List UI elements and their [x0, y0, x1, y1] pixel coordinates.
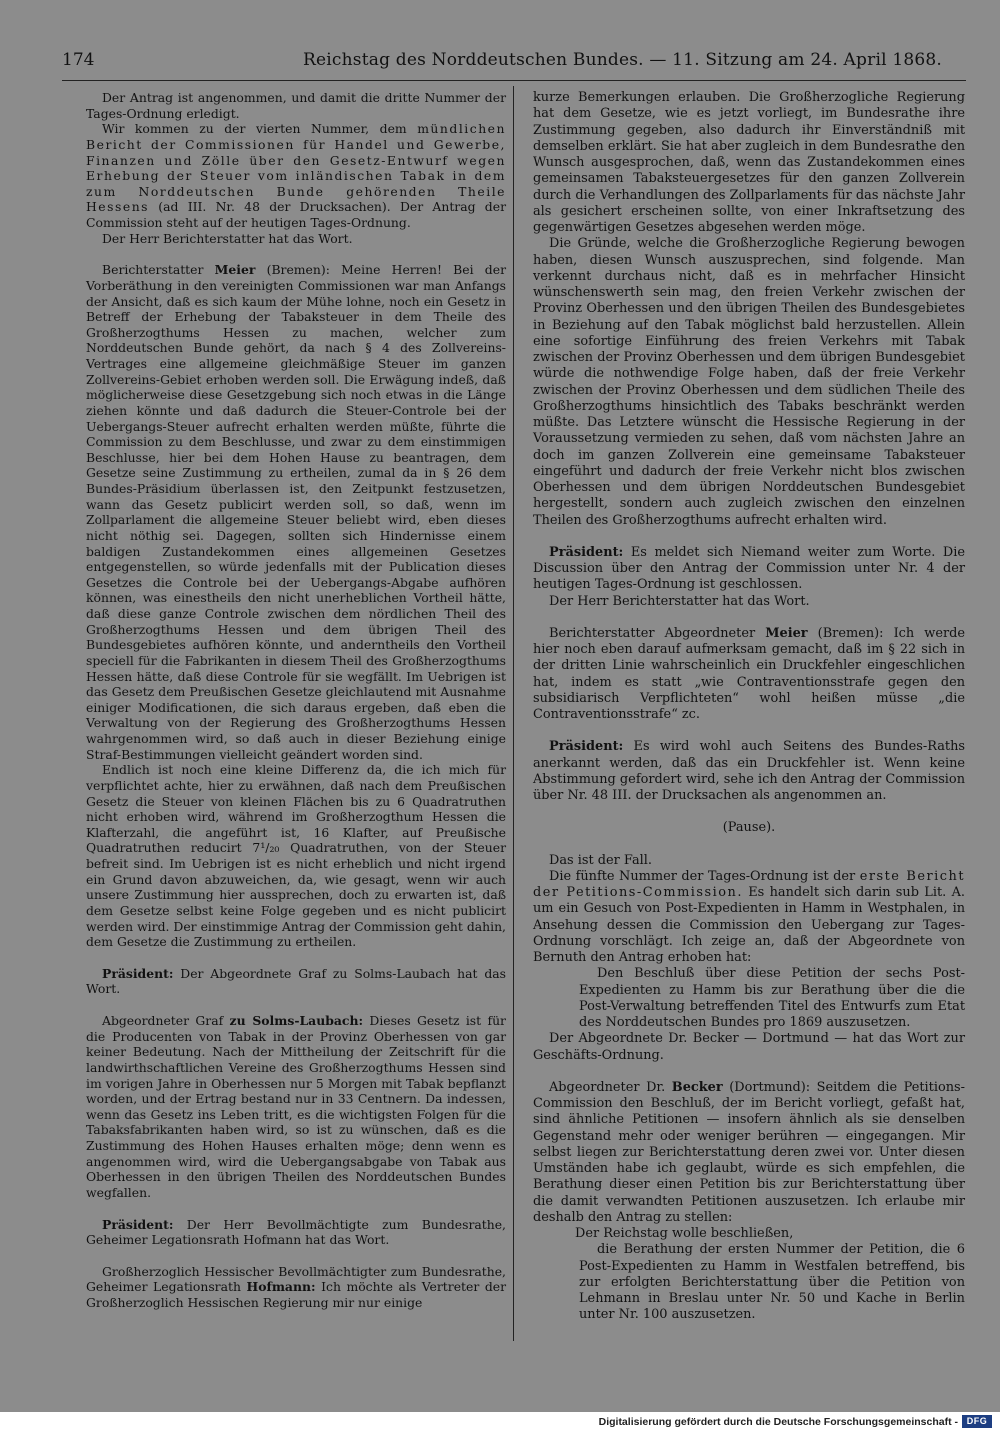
right-column: [533, 90, 965, 1324]
speaker-name: Präsident:: [102, 965, 174, 981]
text-run: (Bremen): Meine Herren! Bei der Vorberäthung in den vereinigten Commissionen war man Anfangs der Ansicht, daß es sich kaum der Mühe lohne, noch ein Gesetz in Betreff der Erhebung der Tabaksteuer in dem Theile des Großherzogthums Hessen zu machen, welcher zum Norddeutschen Bunde gehört, da nach § 4 des Zollvereins-Vertrages eine allgemeine gleichmäßige Steuer im ganzen Zollvereins-Gebiet erhoben werden soll. Die Erwägung indeß, daß möglicherweise diese Gesetzgebung sich noch etwas in die Länge ziehen könnte und daß dadurch die Steuer-Controle bei der Uebergangs-Steuer aufrecht erhalten werden müßte, führte die Commission zu dem Beschlusse, und zwar zu dem einstimmigen Beschlusse, hier bei dem Hohen Hause zu beantragen, dem Gesetze seine Zustimmung zu ertheilen, zumal da in § 26 dem Bundes-Präsidium überlassen ist, den Zeitpunkt festzusetzen, wann das Gesetz publicirt werden soll, so daß, wenn im Zollparlament die allgemeine Steuer beliebt wird, eben dieses nicht nöthig sei. Dagegen, sollten sich Hindernisse einem baldigen Zustandekommen eines allgemeinen Gesetzes entgegenstellen, so würde jedenfalls mit der Publication dieses Gesetzes die Controle bei der Uebergangs-Abgabe aufhören können, was einestheils den nicht unerheblichen Vortheil hätte, daß diese ganze Controle zwischen dem nördlichen Theil des Großherzogthums Hessen und dem übrigen Theil des Bundesgebietes aufhören könnte, und anderntheils den Vortheil speciell für die Fabrikanten in diesem Theil des Großherzogthums Hessen hätte, daß diese Controle für sie wegfällt. Im Uebrigen ist das Gesetz dem Preußischen Gesetze gleichlautend mit Ausnahme einiger Modificationen, die sich daraus ergeben, daß eben die Verwaltung von der Regierung des Großherzogthums Hessen wahrgenommen wird, so daß auch in dieser Beziehung einige Straf-Bestimmungen vielleicht geändert worden sind.: [86, 262, 506, 762]
paragraph: Die Gründe, welche die Großherzogliche Regierung bewogen haben, diesen Wunsch auszusprechen, sind folgende. Man verkennt durchaus nicht, daß es in mehrfacher Hinsicht wünschenswerth sein mag, den freien Verkehr zwischen der Provinz Oberhessen und den übrigen Theilen des Bundesgebietes in Beziehung auf den Tabak möglichst bald herzustellen. Allein eine sofortige Einführung des freien Verkehrs mit Tabak zwischen der Provinz Oberhessen und dem übrigen Bundesgebiet würde die nothwendige Folge haben, daß der freie Verkehr zwischen der Provinz Oberhessen und dem südlichen Theile des Großherzogthums hinsichtlich des Tabaks beschränkt werden müßte. Das Letztere wünscht die Hessische Regierung in der Voraussetzung vermieden zu sehen, daß vom nächsten Jahre an doch im ganzen Zollverein eine gemeinsame Tabaksteuer eingeführt und dadurch der freie Verkehr nicht blos zwischen Oberhessen und dem übrigen Norddeutschen Bundesgebiet hergestellt, sondern auch zugleich zwischen den einzelnen Theilen des Großherzogthums aufrecht erhalten wird.: [533, 236, 965, 528]
speech-paragraph: [533, 739, 965, 804]
speaker-name: Präsident:: [102, 1216, 174, 1232]
paragraph: Das ist der Fall.: [549, 852, 652, 868]
left-column: [86, 90, 506, 1311]
paragraph: [86, 121, 506, 230]
speech-paragraph: [86, 262, 506, 762]
speech-paragraph: [86, 966, 506, 997]
text-run: Ich möchte als Vertreter der Großherzoglich Hessischen Regierung mir nur einige: [86, 1279, 507, 1310]
paragraph: Endlich ist noch eine kleine Differenz da, die ich mich für verpflichtet achte, hier zu erwähnen, daß nach dem Preußischen Gesetz die Steuer von kleinen Flächen bis zu 6 Quadratruthen nicht erhoben wird, während im Großherzogthum Hessen die Klafterzahl, die angeführt ist, 16 Klafter, auf Preußische Quadratruthen reducirt 7¹/₂₀ Quadratruthen, von der Steuer befreit sind. Im Uebrigen ist es nicht erheblich und nicht irgend ein Grund davon abzuweichen, da, wie gesagt, wenn wir auch unsere Zustimmung hier aussprechen, doch zu erwarten ist, daß dem Gesetze selbst keine Folge gegeben und es nicht publicirt werden wird. Der einstimmige Antrag der Commission geht dahin, dem Gesetze die Zustimmung zu ertheilen.: [86, 762, 506, 950]
text-run: Es handelt sich darin sub Lit. A. um ein Gesuch von Post-Expedienten in Hamm in Westphalen, in Ansehung dessen die Commission den Uebergang zur Tages-Ordnung vorschlägt. Ich zeige an, daß der Abgeordnete von Bernuth den Antrag erhoben hat:: [533, 885, 965, 965]
paragraph: Der Herr Berichterstatter hat das Wort.: [549, 593, 810, 609]
paragraph: [533, 869, 965, 967]
running-header: [62, 44, 942, 76]
speaker-name: Präsident:: [549, 739, 624, 755]
pause-note: (Pause).: [722, 820, 776, 836]
text-run: Die fünfte Nummer der Tages-Ordnung ist der: [549, 868, 860, 884]
footer-credit: Digitalisierung gefördert durch die Deutsche Forschungsgemeinschaft -: [598, 1416, 958, 1428]
quoted-motion: die Berathung der ersten Nummer der Petition, die 6 Post-Expedienten zu Hamm in Westfalen betreffend, bis zur erfolgten Berichterstattung über die Petition von Lehmann in Breslau unter Nr. 50 und Kache in Berlin unter Nr. 100 auszusetzen.: [579, 1242, 965, 1323]
text-run: Berichterstatter: [102, 262, 215, 278]
spaced-text: erste Bericht der Petitions-Commission.: [533, 868, 965, 900]
text-run: Es wird wohl auch Seitens des Bundes-Raths anerkannt werden, daß das ein Druckfehler ist. Wenn keine Abstimmung gefordert wird, sehe ich den Antrag der Commission über Nr. 48 III. der Drucksachen als angenommen an.: [533, 739, 965, 803]
text-run: (Dortmund): Seitdem die Petitions-Commission den Beschluß, der im Bericht vorliegt, gefaßt hat, sind ähnliche Petitionen — insofern ähnlich als sie denselben Gegenstand mehr oder weniger berühren — eingegangen. Mir selbst liegen zur Berichterstattung deren zwei vor. Unter diesen Umständen habe ich geglaubt, würde es sich empfehlen, die Berathung dieser einen Petition bis zur Berichterstattung über die damit verwandten Petitionen auszusetzen. Ich erlaube mir deshalb den Antrag zu stellen:: [533, 1079, 966, 1225]
speaker-name: Hofmann:: [246, 1279, 316, 1295]
speech-paragraph: [533, 1080, 965, 1226]
text-run: Berichterstatter Abgeordneter: [549, 625, 766, 641]
text-run: Abgeordneter Dr.: [549, 1079, 672, 1095]
text-run: Wir kommen zu der vierten Nummer, dem: [102, 121, 418, 137]
text-run: Es meldet sich Niemand weiter zum Worte. Die Discussion über den Antrag der Commission unter Nr. 4 der heutigen Tages-Ordnung ist geschlossen.: [533, 544, 965, 593]
speaker-name: zu Solms-Laubach:: [229, 1013, 364, 1028]
header-title: Reichstag des Norddeutschen Bundes. — 11. Sitzung am 24. April 1868.: [303, 50, 942, 70]
page-number: 174: [62, 50, 95, 70]
text-run: Dieses Gesetz ist für die Producenten von Tabak in der Provinz Oberhessen von gar keiner Bedeutung. Nach der Mittheilung der Zeitschrift für die landwirthschaftlichen Vereine des Großherzogthums Hessen sind im vorigen Jahre in Oberhessen nur 5 Morgen mit Tabak bepflanzt worden, und der Ertrag bestand nur in 33 Centnern. Da indessen, wenn das Gesetz ins Leben tritt, es die wichtigsten Folgen für die Tabaksfabrikanten haben wird, so ist zu wünschen, daß es die Zustimmung des Hohen Hauses erhalten möge; denn wenn es angenommen wird, wird die Uebergangsabgabe von Tabak aus Oberhessen in den übrigen Theilen des Norddeutschen Bundes wegfallen.: [86, 1013, 506, 1200]
text-run: Der Abgeordnete Graf zu Solms-Laubach hat das Wort.: [86, 965, 506, 997]
column-divider: [513, 86, 514, 1341]
speaker-name: Präsident:: [549, 544, 624, 560]
speech-paragraph: [533, 545, 965, 594]
speech-paragraph: [86, 1013, 506, 1201]
quoted-motion-intro: Der Reichstag wolle beschließen,: [575, 1226, 794, 1241]
speaker-name: Meier: [214, 262, 256, 278]
spaced-text: mündlichen Bericht der Commissionen für Handel und Gewerbe, Finanzen und Zölle über den Gesetz-Entwurf wegen Erhebung der Steuer vom inländischen Tabak in dem zum Norddeutschen Bunde gehörenden Theile Hessens: [86, 121, 506, 215]
text-run: (ad III. Nr. 48 der Drucksachen). Der Antrag der Commission steht auf der heutigen Tages-Ordnung.: [86, 199, 506, 230]
paragraph: Der Antrag ist angenommen, und damit die dritte Nummer der Tages-Ordnung erledigt.: [86, 90, 506, 121]
paragraph: Der Abgeordnete Dr. Becker — Dortmund — hat das Wort zur Geschäfts-Ordnung.: [533, 1031, 965, 1063]
dfg-logo: DFG: [962, 1415, 992, 1428]
text-run: Großherzoglich Hessischer Bevollmächtigter zum Bundesrathe, Geheimer Legationsrath: [86, 1263, 506, 1295]
text-run: (Bremen): Ich werde hier noch eben darauf aufmerksam gemacht, daß im § 22 sich in der dritten Linie wahrscheinlich ein Druckfehler eingeschlichen hat, indem es statt „wie Contraventionsstrafe gegen den subsidiarisch Verpflichteten“ wohl heißen müsse „die Contraventionsstrafe“ zc.: [533, 625, 965, 722]
header-rule: [62, 80, 966, 81]
speech-paragraph: [86, 1217, 506, 1248]
digitization-footer: [0, 1412, 1000, 1432]
speaker-name: Becker: [671, 1079, 723, 1095]
speech-paragraph: [86, 1264, 506, 1311]
paragraph: Der Herr Berichterstatter hat das Wort.: [102, 230, 353, 246]
speaker-name: Meier: [765, 625, 808, 641]
speech-paragraph: [533, 626, 965, 724]
text-run: Der Herr Bevollmächtigte zum Bundesrathe, Geheimer Legationsrath Hofmann hat das Wort.: [86, 1216, 506, 1248]
text-run: Abgeordneter Graf: [102, 1013, 230, 1028]
quoted-motion: Den Beschluß über diese Petition der sechs Post-Expedienten zu Hamm bis zur Berathung über die die Post-Verwaltung betreffenden Titel des Entwurfs zum Etat des Norddeutschen Bundes pro 1869 auszusetzen.: [579, 966, 965, 1030]
paragraph: kurze Bemerkungen erlauben. Die Großherzogliche Regierung hat dem Gesetze, wie es jetzt vorliegt, im Bundesrathe ihre Zustimmung gegeben, also dadurch ihr Einverständniß mit demselben erklärt. Sie hat aber zugleich in dem Bundesrathe den Wunsch ausgesprochen, daß, wenn das Zustandekommen eines gemeinsamen Tabaksteuergesetzes für den ganzen Zollverein durch die Verhandlungen des Zollparlaments für das nächste Jahr als gesichert erscheinen sollte, von einer Inkraftsetzung des gegenwärtigen Gesetzes abgesehen werden möge.: [533, 90, 965, 235]
